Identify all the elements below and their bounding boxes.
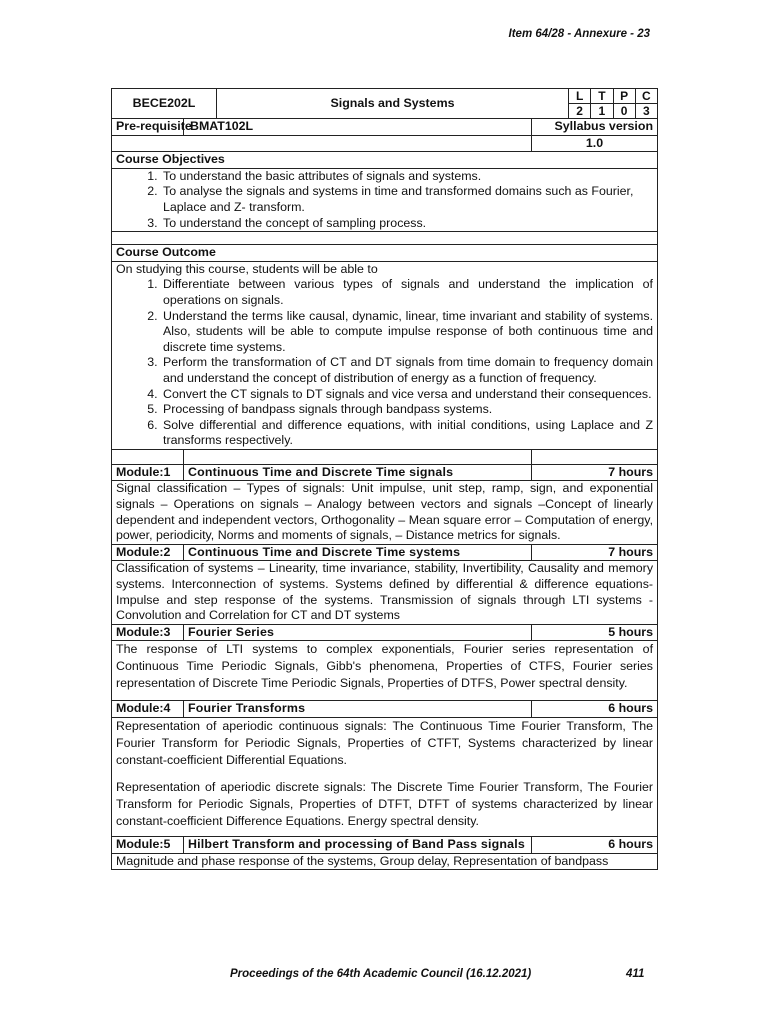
module-label: Module:1	[112, 464, 184, 481]
course-title: Signals and Systems	[217, 89, 569, 118]
module-content: Magnitude and phase response of the systems, Group delay, Representation of bandpass	[112, 853, 658, 870]
module-hours: 7 hours	[532, 544, 658, 561]
module-header-row	[112, 624, 658, 641]
objective-item: 3. To understand the concept of sampling process.	[161, 216, 653, 232]
syllabus-version-value: 1.0	[532, 135, 658, 152]
module-title: Fourier Transforms	[184, 701, 532, 718]
outcome-item: 2. Understand the terms like causal, dynamic, linear, time invariant and stability of systems. Also, students will be able to compute impulse response of both continuous time and discrete time systems.	[161, 309, 653, 356]
module-label: Module:2	[112, 544, 184, 561]
outcome-item: 3. Perform the transformation of CT and DT signals from time domain to frequency domain and understand the concept of distribution of energy as a function of frequency.	[161, 355, 653, 386]
page-header: Item 64/28 - Annexure - 23	[508, 28, 650, 40]
ltpc-value-t: 1	[591, 104, 613, 119]
module-header-row	[112, 544, 658, 561]
module-header-row	[112, 701, 658, 718]
prereq-label: Pre-requisite	[112, 119, 184, 136]
page-footer: Proceedings of the 64th Academic Council (16.12.2021)	[230, 968, 532, 980]
module-paragraph: Representation of aperiodic continuous signals: The Continuous Time Fourier Transform, The Fourier Transform for Periodic Signals, Properties of CTFT, Systems characterized by linear constant-coefficient Differential Equations.	[116, 719, 654, 767]
module-hours: 5 hours	[532, 624, 658, 641]
module-header-row	[112, 837, 658, 854]
module-header-row	[112, 464, 658, 481]
module-label: Module:3	[112, 624, 184, 641]
ltpc-value-c: 3	[635, 104, 657, 119]
module-content: The response of LTI systems to complex exponentials, Fourier series representation of Continuous Time Periodic Signals, Gibb's phenomena, Properties of CTFS, Fourier series representation of Discrete Time Periodic Signals, Properties of DTFS, Power spectral density.	[112, 641, 658, 701]
module-title: Hilbert Transform and processing of Band Pass signals	[184, 837, 532, 854]
module-label: Module:5	[112, 837, 184, 854]
objectives-list-cell	[112, 168, 658, 231]
module-content: Signal classification – Types of signals: Unit impulse, unit step, ramp, sign, and exponential signals – Operations on signals – Analogy between vectors and signals –Concept of linearly dependent and independent vectors, Orthogonality – Mean square error – Computation of energy, power, periodicity, Norms and moments of signals, – Distance metrics for signals.	[112, 481, 658, 544]
ltpc-label-l: L	[569, 89, 591, 104]
module-title: Continuous Time and Discrete Time systems	[184, 544, 532, 561]
outcome-item: 4. Convert the CT signals to DT signals and vice versa and understand their consequences.	[161, 387, 653, 403]
ltpc-grid	[569, 89, 657, 118]
objectives-heading: Course Objectives	[112, 152, 658, 169]
outcome-item: 1. Differentiate between various types of signals and understand the implication of operations on signals.	[161, 277, 653, 308]
ltpc-value-p: 0	[613, 104, 635, 119]
module-title: Continuous Time and Discrete Time signals	[184, 464, 532, 481]
prereq-row	[112, 119, 658, 136]
outcomes-heading: Course Outcome	[112, 245, 658, 262]
module-label: Module:4	[112, 701, 184, 718]
module-content: Classification of systems – Linearity, time invariance, stability, Invertibility, Causality and memory systems. Interconnection of systems. Systems defined by differential & difference equations- Impulse and step response of the systems. Transmission of signals through LTI systems - Convolution and Correlation for CT and DT systems	[112, 561, 658, 624]
ltpc-label-c: C	[635, 89, 657, 104]
module-title: Fourier Series	[184, 624, 532, 641]
outcome-item: 5. Processing of bandpass signals through bandpass systems.	[161, 402, 653, 418]
course-title-row	[112, 89, 658, 119]
ltpc-label-p: P	[613, 89, 635, 104]
module-paragraph: Representation of aperiodic discrete signals: The Discrete Time Fourier Transform, The Fourier Transform for Periodic Signals, Properties of DTFT, DTFT of systems characterized by linear constant-coefficient Difference Equations. Energy spectral density.	[116, 780, 654, 828]
prereq-value: BMAT102L	[184, 119, 532, 136]
outcomes-cell	[112, 261, 658, 449]
course-code: BECE202L	[112, 89, 217, 119]
module-hours: 7 hours	[532, 464, 658, 481]
outcome-item: 6. Solve differential and difference equations, with initial conditions, using Laplace and Z transforms respectively.	[161, 418, 653, 449]
objective-item: 2. To analyse the signals and systems in time and transformed domains such as Fourier, Laplace and Z- transform.	[161, 184, 653, 215]
objectives-list	[116, 169, 653, 231]
page-number: 411	[626, 968, 645, 980]
module-hours: 6 hours	[532, 837, 658, 854]
module-hours: 6 hours	[532, 701, 658, 718]
outcomes-intro: On studying this course, students will be able to	[116, 261, 378, 276]
ltpc-value-l: 2	[569, 104, 591, 119]
ltpc-label-t: T	[591, 89, 613, 104]
outcomes-list	[116, 277, 653, 449]
syllabus-table	[111, 88, 658, 870]
syllabus-version-label: Syllabus version	[532, 119, 658, 136]
objective-item: 1. To understand the basic attributes of signals and systems.	[161, 169, 653, 185]
module-content	[112, 718, 658, 837]
